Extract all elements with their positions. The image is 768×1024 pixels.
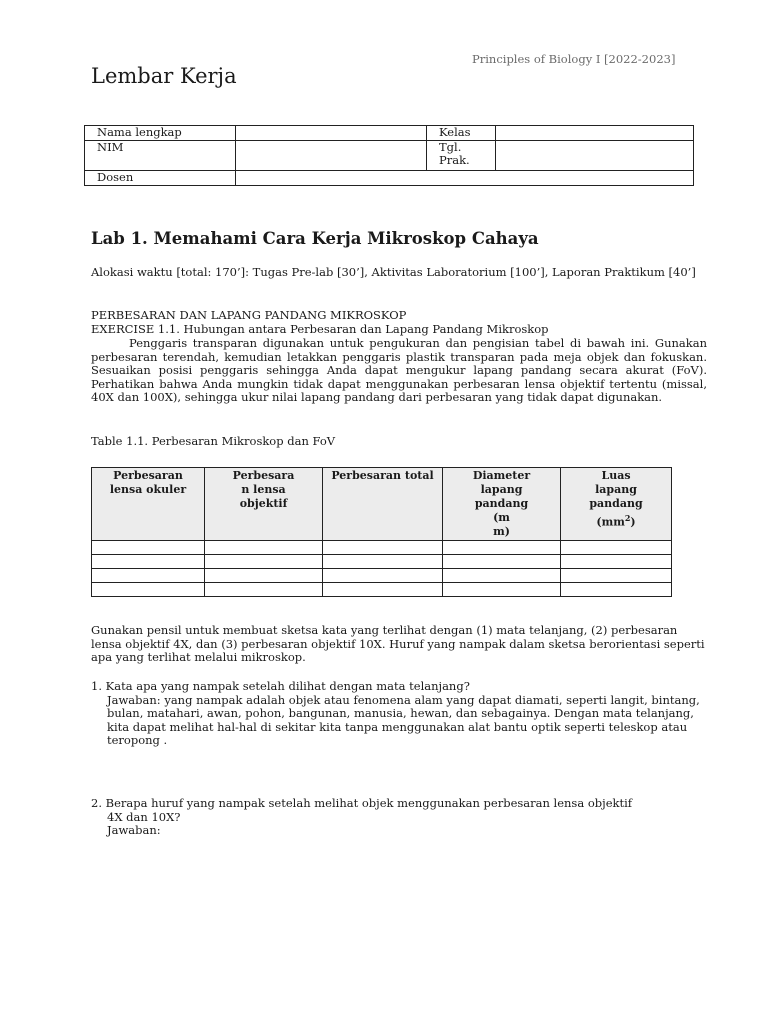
section-heading: PERBESARAN DAN LAPANG PANDANG MIKROSKOP — [91, 308, 407, 322]
table-cell[interactable] — [561, 569, 672, 583]
dosen-label: Dosen — [85, 171, 236, 186]
table-cell[interactable] — [443, 583, 561, 597]
table-row — [92, 541, 672, 555]
table-cell[interactable] — [561, 555, 672, 569]
nim-label: NIM — [85, 141, 236, 171]
question-1 — [91, 680, 707, 748]
question-2-text: 2. Berapa huruf yang nampak setelah melihat objek menggunakan perbesaran lensa objektif — [91, 796, 633, 810]
table-cell[interactable] — [323, 541, 443, 555]
table-row — [92, 583, 672, 597]
col-lensa-objektif: Perbesara n lensa objektif — [205, 468, 323, 541]
col-perbesaran-total: Perbesaran total — [323, 468, 443, 541]
table-cell[interactable] — [92, 555, 205, 569]
table-cell[interactable] — [561, 541, 672, 555]
col-lensa-okuler: Perbesaran lensa okuler — [92, 468, 205, 541]
sheet-title: Lembar Kerja — [91, 64, 237, 88]
table-cell[interactable] — [323, 555, 443, 569]
dosen-field[interactable] — [236, 171, 694, 186]
tgl-prak-field[interactable] — [496, 141, 694, 171]
table-cell[interactable] — [205, 583, 323, 597]
table-cell[interactable] — [92, 569, 205, 583]
table-cell[interactable] — [443, 569, 561, 583]
alokasi-waktu: Alokasi waktu [total: 170’]: Tugas Pre-lab [30’], Aktivitas Laboratorium [100’], Laporan Praktikum [40’] — [91, 265, 696, 279]
table-cell[interactable] — [92, 541, 205, 555]
table-row — [92, 569, 672, 583]
table-header-row — [92, 468, 672, 541]
table-cell[interactable] — [443, 555, 561, 569]
nama-label: Nama lengkap — [85, 126, 236, 141]
fov-table — [91, 467, 672, 597]
table-cell[interactable] — [323, 569, 443, 583]
col-luas-lapang-pandang: Luas lapang pandang $(mm^2)$ — [561, 468, 672, 541]
question-1-text: 1. Kata apa yang nampak setelah dilihat dengan mata telanjang? — [91, 679, 470, 693]
table-row — [85, 126, 694, 141]
table-caption: Table 1.1. Perbesaran Mikroskop dan FoV — [91, 434, 336, 448]
sketch-instructions: Gunakan pensil untuk membuat sketsa kata yang terlihat dengan (1) mata telanjang, (2) perbesaran lensa objektif 4X, dan (3) perbesaran objektif 10X. Huruf yang nampak dalam sketsa berorientasi seperti apa yang terlihat melalui mikroskop. — [91, 623, 705, 665]
table-row — [92, 555, 672, 569]
student-info-table — [84, 125, 694, 186]
course-header: Principles of Biology I [2022-2023] — [472, 52, 676, 66]
question-2-text-cont: 4X dan 10X? — [107, 809, 181, 824]
table-cell[interactable] — [205, 555, 323, 569]
kelas-field[interactable] — [496, 126, 694, 141]
table-cell[interactable] — [561, 583, 672, 597]
question-2 — [91, 797, 707, 838]
table-cell[interactable] — [443, 541, 561, 555]
tgl-prak-label — [427, 141, 496, 171]
prak-label: Prak. — [439, 153, 470, 167]
nim-field[interactable] — [236, 141, 427, 171]
table-row — [85, 141, 694, 171]
table-cell[interactable] — [323, 583, 443, 597]
table-cell[interactable] — [205, 541, 323, 555]
kelas-label: Kelas — [427, 126, 496, 141]
question-2-answer[interactable]: Jawaban: — [107, 823, 161, 838]
exercise-heading: EXERCISE 1.1. Hubungan antara Perbesaran dan Lapang Pandang Mikroskop — [91, 322, 549, 336]
exercise-instructions: Penggaris transparan digunakan untuk pengukuran dan pengisian tabel di bawah ini. Gunakan perbesaran terendah, kemudian letakkan penggaris plastik transparan pada meja objek dan fokuskan. Sesuaikan posisi penggaris sehingga Anda dapat mengukur lapang pandang secara akurat (FoV). Perhatikan bahwa Anda mungkin tidak dapat menggunakan perbesaran lensa objektif tertentu (missal, 40X dan 100X), sehingga ukur nilai lapang pandang dari perbesaran yang tidak dapat digunakan. — [91, 336, 707, 405]
nama-field[interactable] — [236, 126, 427, 141]
lab-title: Lab 1. Memahami Cara Kerja Mikroskop Cahaya — [91, 229, 539, 248]
table-row — [85, 171, 694, 186]
tgl-label: Tgl. — [439, 140, 462, 154]
table-cell[interactable] — [92, 583, 205, 597]
question-1-answer: Jawaban: yang nampak adalah objek atau fenomena alam yang dapat diamati, seperti langit, bintang, bulan, matahari, awan, pohon, bangunan, manusia, hewan, dan sebagainya. Dengan mata telanjang, kita dapat melihat hal-hal di sekitar kita tanpa menggunakan alat bantu optik seperti teleskop atau teropong . — [107, 692, 700, 748]
table-cell[interactable] — [205, 569, 323, 583]
col-diameter-lapang-pandang: Diameter lapang pandang (m m) — [443, 468, 561, 541]
